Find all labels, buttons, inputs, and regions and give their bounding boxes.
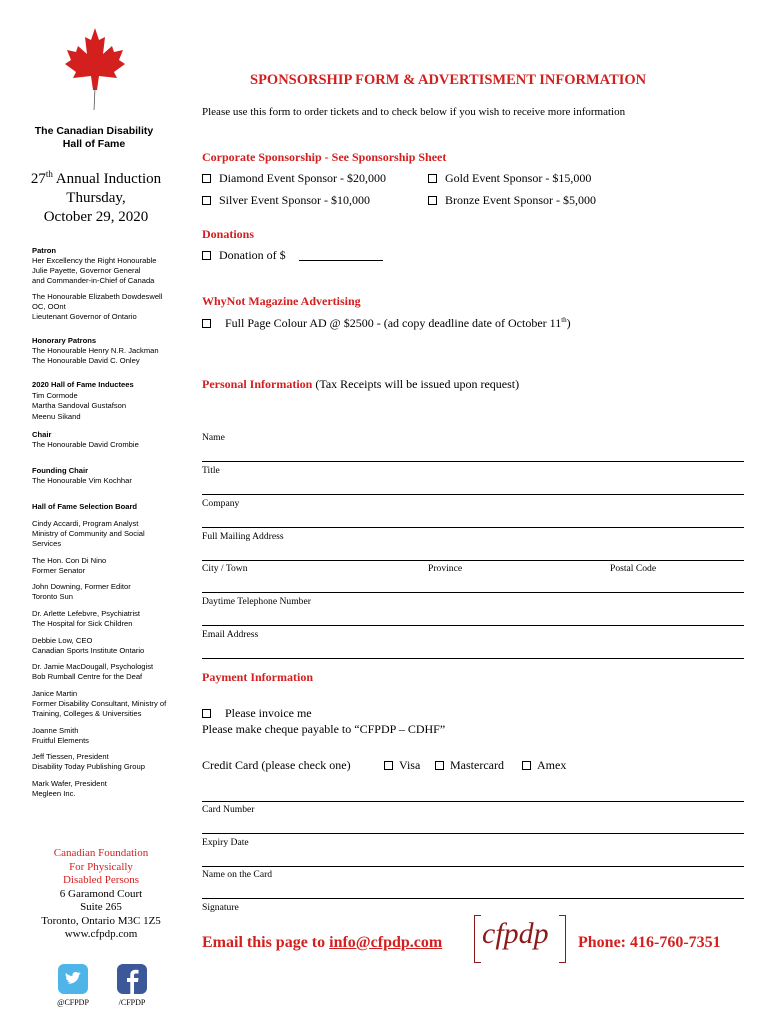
board-heading-text: Hall of Fame Selection Board [32, 502, 138, 511]
donation-option[interactable] [202, 248, 286, 263]
board-line: Ministry of Community and Social [32, 529, 145, 538]
email-prefix: Email this page to [202, 934, 330, 951]
board-line: Debbie Low, CEO [32, 636, 93, 645]
mastercard-label: Mastercard [450, 758, 504, 772]
credit-card-label: Credit Card (please check one) [202, 758, 351, 772]
board-line: Dr. Jamie MacDougall, Psychologist [32, 662, 154, 671]
chair-line: The Honourable David Crombie [32, 440, 139, 449]
inductees-block [32, 380, 182, 422]
donation-label: Donation of $ [219, 248, 286, 262]
bronze-option[interactable] [428, 193, 596, 208]
foundation-name: Disabled Persons [62, 874, 140, 886]
signature-label: Signature [202, 902, 239, 913]
board-line: Cindy Accardi, Program Analyst [32, 519, 139, 528]
corporate-heading: Corporate Sponsorship - See Sponsorship Sheet [202, 150, 447, 164]
event-line3: October 29, 2020 [43, 209, 149, 225]
founding-chair-block [32, 466, 182, 486]
patron-line: Julie Payette, Governor General [32, 266, 141, 275]
gold-option[interactable] [428, 171, 591, 186]
patron-line: OC, OOnt [32, 302, 66, 311]
magazine-heading: WhyNot Magazine Advertising [202, 294, 361, 308]
board-member [32, 556, 182, 576]
phone-number: Phone: 416-760-7351 [578, 934, 721, 951]
board-line: The Hospital for Sick Children [32, 619, 133, 628]
bronze-checkbox[interactable] [428, 196, 437, 205]
board-line: Dr. Arlette Lefebvre, Psychiatrist [32, 609, 141, 618]
credit-card-choice-line [202, 801, 744, 802]
foundation-name: For Physically [69, 860, 133, 873]
magazine-checkbox[interactable] [202, 319, 211, 328]
board-member [32, 582, 182, 602]
board-line: Fruitful Elements [32, 736, 89, 745]
patron-block-2 [32, 292, 182, 322]
personal-note: (Tax Receipts will be issued upon request) [312, 377, 520, 391]
name-on-card-label: Name on the Card [202, 869, 273, 880]
address-field[interactable] [202, 560, 744, 561]
magazine-label-end: ) [566, 316, 571, 330]
twitter-icon[interactable] [58, 964, 88, 994]
magazine-option[interactable] [202, 316, 571, 331]
facebook-handle: /CFPDP [118, 998, 146, 1007]
board-line: Toronto Sun [32, 592, 73, 601]
foundation-address: Suite 265 [80, 901, 122, 913]
donation-amount-field[interactable] [299, 260, 383, 261]
name-on-card-field[interactable] [202, 898, 744, 899]
diamond-label: Diamond Event Sponsor - $20,000 [219, 171, 386, 185]
invoice-label: Please invoice me [225, 706, 312, 720]
silver-option[interactable] [202, 193, 370, 208]
board-member [32, 662, 182, 682]
board-member [32, 689, 182, 719]
cheque-note: Please make cheque payable to “CFPDP – CDHF” [202, 722, 446, 736]
board-line: John Downing, Former Editor [32, 582, 131, 591]
foundation-address: 6 Garamond Court [59, 887, 143, 900]
board-member [32, 609, 182, 629]
twitter-handle: @CFPDP [57, 998, 89, 1007]
board-member [32, 636, 182, 656]
org-name [20, 125, 168, 151]
diamond-option[interactable] [202, 171, 386, 186]
org-name-line2: Hall of Fame [62, 138, 126, 150]
donation-checkbox[interactable] [202, 251, 211, 260]
event-ordinal-sup: th [45, 169, 53, 179]
personal-heading-row [202, 377, 519, 392]
inductee-line: Martha Sandoval Gustafson [32, 401, 127, 410]
founding-chair-heading: Founding Chair [32, 466, 89, 475]
board-line: Janice Martin [32, 689, 78, 698]
board-member [32, 519, 182, 549]
amex-option[interactable] [522, 758, 566, 773]
amex-checkbox[interactable] [522, 761, 531, 770]
diamond-checkbox[interactable] [202, 174, 211, 183]
maple-leaf-logo [64, 26, 126, 112]
inductees-heading: 2020 Hall of Fame Inductees [32, 380, 134, 389]
gold-label: Gold Event Sponsor - $15,000 [445, 171, 592, 185]
company-label: Company [202, 498, 240, 509]
patron-heading: Patron [32, 246, 57, 255]
patron-line: The Honourable Elizabeth Dowdeswell [32, 292, 163, 301]
name-field[interactable] [202, 461, 744, 462]
patron-line: and Commander-in-Chief of Canada [32, 276, 155, 285]
founding-chair-line: The Honourable Vim Kochhar [32, 476, 132, 485]
visa-label: Visa [399, 758, 421, 772]
board-line: Training, Colleges & Universities [32, 709, 142, 718]
card-number-field[interactable] [202, 833, 744, 834]
email-label: Email Address [202, 629, 259, 640]
foundation-name: Canadian Foundation [53, 847, 149, 859]
expiry-label: Expiry Date [202, 837, 249, 848]
email-link[interactable]: info@cfpdp.com [329, 934, 443, 951]
honorary-heading: Honorary Patrons [32, 336, 97, 345]
board-line: Canadian Sports Institute Ontario [32, 646, 145, 655]
honorary-line: The Honourable Henry N.R. Jackman [32, 346, 159, 355]
board-line: Disability Today Publishing Group [32, 762, 145, 771]
cfpdp-logo [474, 915, 566, 963]
city-province-postal-field[interactable] [202, 592, 744, 593]
magazine-label-sup: th [561, 316, 567, 324]
phone-field[interactable] [202, 625, 744, 626]
postal-label: Postal Code [610, 563, 657, 574]
board-line: The Hon. Con Di Nino [32, 556, 107, 565]
intro-text: Please use this form to order tickets and to check below if you wish to receive more information [202, 106, 626, 118]
inductee-line: Tim Cormode [32, 390, 78, 400]
board-line: Bob Rumball Centre for the Deaf [32, 672, 143, 681]
event-info [10, 165, 182, 227]
event-line1: Annual Induction [52, 171, 162, 187]
board-member [32, 752, 182, 772]
visa-option[interactable] [384, 758, 420, 773]
magazine-label: Full Page Colour AD @ $2500 - (ad copy deadline date of October 11 [225, 316, 562, 330]
foundation-address: Toronto, Ontario M3C 1Z5 [41, 914, 161, 927]
silver-checkbox[interactable] [202, 196, 211, 205]
inductee-line: Meenu Sikand [32, 411, 81, 421]
cfpdp-logo-text: cfpdp [482, 917, 549, 950]
patron-line: Her Excellency the Right Honourable [32, 256, 157, 265]
honorary-block [32, 336, 182, 366]
patron-line: Lieutenant Governor of Ontario [32, 312, 137, 321]
amex-label: Amex [537, 758, 567, 772]
title-label: Title [202, 465, 220, 476]
silver-label: Silver Event Sponsor - $10,000 [219, 193, 370, 207]
chair-heading: Chair [32, 430, 52, 439]
title-field[interactable] [202, 494, 744, 495]
mastercard-checkbox[interactable] [435, 761, 444, 770]
board-line: Services [32, 539, 62, 548]
bronze-label: Bronze Event Sponsor - $5,000 [445, 193, 596, 207]
foundation-block [20, 847, 182, 942]
city-label: City / Town [202, 563, 248, 574]
board-member [32, 779, 182, 799]
company-field[interactable] [202, 527, 744, 528]
org-name-line1: The Canadian Disability [34, 125, 154, 137]
card-number-label: Card Number [202, 804, 255, 815]
payment-heading: Payment Information [202, 670, 313, 684]
board-line: Mark Wafer, President [32, 779, 107, 788]
event-line2: Thursday, [66, 190, 126, 206]
personal-heading: Personal Information [202, 377, 313, 391]
board-heading [32, 502, 182, 512]
phone-label: Daytime Telephone Number [202, 596, 311, 607]
gold-checkbox[interactable] [428, 174, 437, 183]
board-line: Megleen Inc. [32, 789, 76, 798]
patron-block [32, 246, 182, 286]
event-ordinal: 27 [30, 171, 46, 187]
invoice-checkbox[interactable] [202, 709, 211, 718]
address-label: Full Mailing Address [202, 531, 284, 542]
province-label: Province [428, 563, 463, 574]
chair-block [32, 430, 182, 450]
donations-heading: Donations [202, 227, 255, 241]
expiry-field[interactable] [202, 866, 744, 867]
board-line: Jeff Tiessen, President [32, 752, 109, 761]
email-field[interactable] [202, 658, 744, 659]
board-line: Joanne Smith [32, 726, 79, 735]
foundation-website[interactable]: www.cfpdp.com [64, 928, 138, 940]
name-label: Name [202, 432, 225, 443]
honorary-line: The Honourable David C. Onley [32, 356, 140, 365]
mastercard-option[interactable] [435, 758, 504, 773]
form-title: SPONSORSHIP FORM & ADVERTISMENT INFORMATION [250, 72, 647, 88]
board-member [32, 726, 182, 746]
board-line: Former Senator [32, 566, 86, 575]
facebook-icon[interactable] [117, 964, 147, 994]
invoice-option[interactable] [202, 706, 312, 721]
visa-checkbox[interactable] [384, 761, 393, 770]
email-instruction [202, 934, 442, 952]
board-line: Former Disability Consultant, Ministry of [32, 699, 167, 708]
